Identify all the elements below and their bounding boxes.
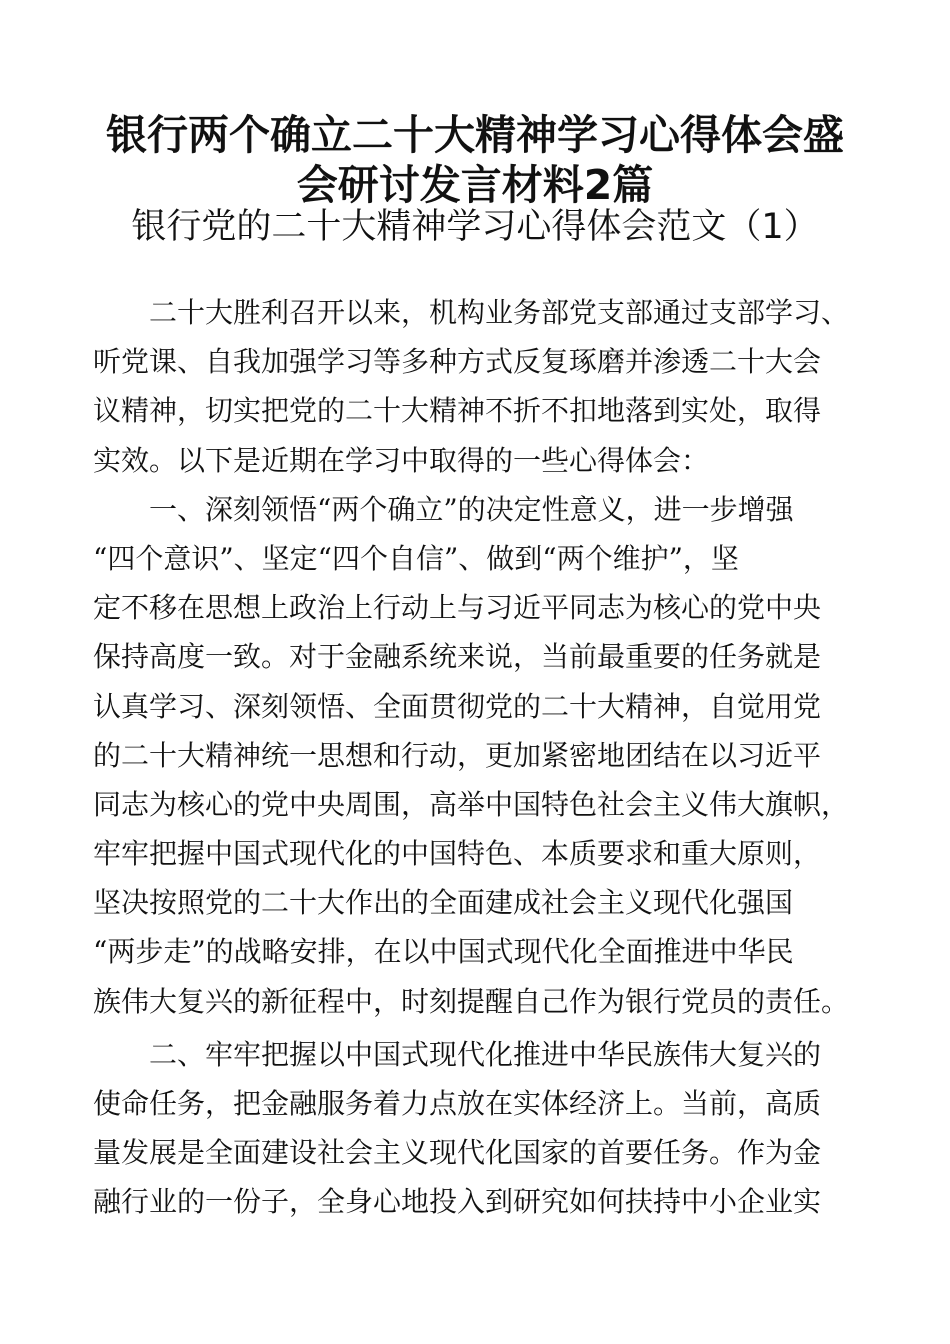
text-line: 坚决按照党的二十大作出的全面建成社会主义现代化强国 xyxy=(93,886,794,920)
document-title xyxy=(80,110,870,210)
text-line: 量发展是全面建设社会主义现代化国家的首要任务。作为金 xyxy=(93,1136,822,1170)
text-line: “两步走”的战略安排，在以中国式现代化全面推进中华民 xyxy=(93,935,794,969)
text-line: 一、深刻领悟“两个确立”的决定性意义，进一步增强 xyxy=(93,492,794,526)
text-line: 族伟大复兴的新征程中，时刻提醒自己作为银行党员的责任。 xyxy=(93,984,850,1018)
paragraph-point-1 xyxy=(93,485,863,1026)
paragraph-point-2 xyxy=(93,1030,863,1227)
text-line: 融行业的一份子，全身心地投入到研究如何扶持中小企业实 xyxy=(93,1185,822,1219)
text-line: 牢牢把握中国式现代化的中国特色、本质要求和重大原则， xyxy=(93,837,822,871)
text-line: 二、牢牢把握以中国式现代化推进中华民族伟大复兴的 xyxy=(93,1037,822,1071)
text-line: 的二十大精神统一思想和行动，更加紧密地团结在以习近平 xyxy=(93,738,822,772)
section-subtitle: 银行党的二十大精神学习心得体会范文（1） xyxy=(131,207,819,247)
title-line-2: 会研讨发言材料2篇 xyxy=(296,161,654,209)
text-line: 使命任务，把金融服务着力点放在实体经济上。当前，高质 xyxy=(93,1087,822,1120)
document-body xyxy=(93,288,863,1227)
text-line: 二十大胜利召开以来，机构业务部党支部通过支部学习、 xyxy=(93,296,850,329)
text-line: 同志为核心的党中央周围，高举中国特色社会主义伟大旗帜， xyxy=(93,787,850,821)
paragraph-intro xyxy=(93,288,863,485)
text-line: 实效。以下是近期在学习中取得的一些心得体会： xyxy=(93,443,710,477)
text-line: “四个意识”、坚定“四个自信”、做到“两个维护”，坚 xyxy=(93,541,739,575)
text-line: 听党课、自我加强学习等多种方式反复琢磨并渗透二十大会 xyxy=(93,345,822,379)
text-line: 议精神，切实把党的二十大精神不折不扣地落到实处，取得 xyxy=(93,394,822,428)
title-line-1: 银行两个确立二十大精神学习心得体会盛 xyxy=(106,111,844,159)
text-line: 定不移在思想上政治上行动上与习近平同志为核心的党中央 xyxy=(93,591,822,625)
text-line: 保持高度一致。对于金融系统来说，当前最重要的任务就是 xyxy=(93,640,822,674)
text-line: 认真学习、深刻领悟、全面贯彻党的二十大精神，自觉用党 xyxy=(93,689,822,723)
